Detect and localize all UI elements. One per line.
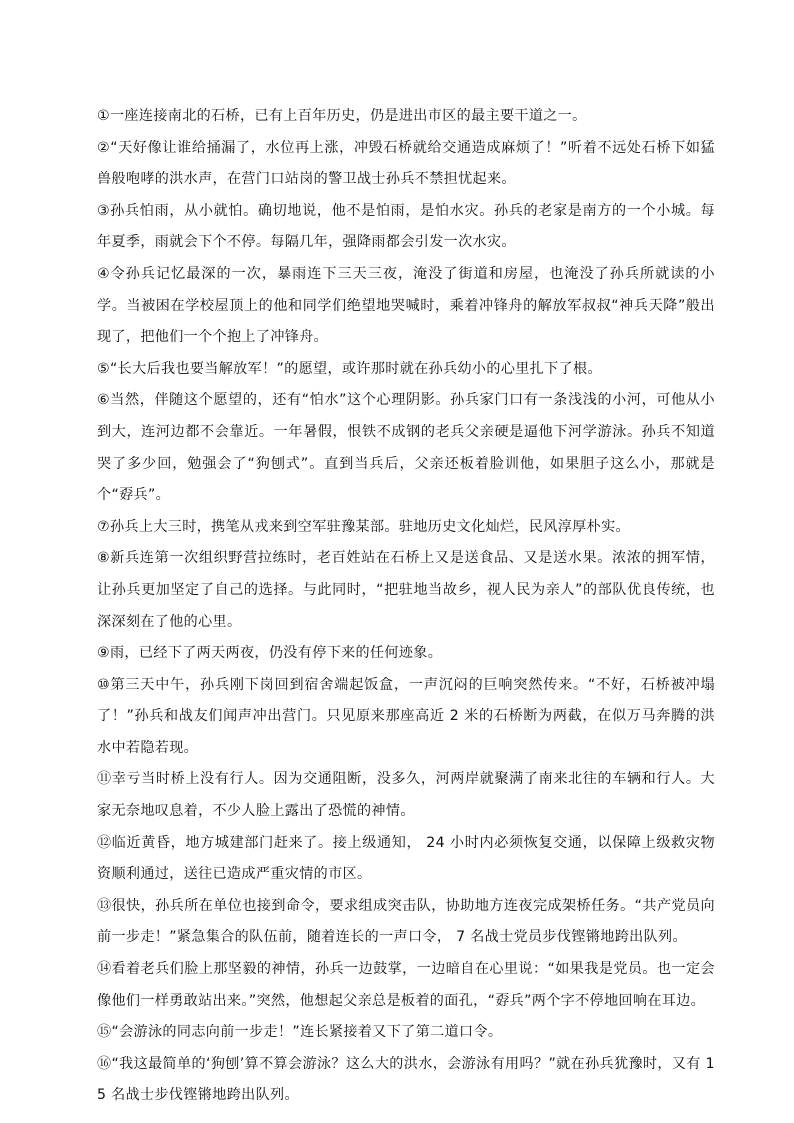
paragraph-2: ②“天好像让谁给捅漏了，水位再上涨，冲毁石桥就给交通造成麻烦了！”听着不远处石桥下如猛兽般咆哮的洪水声，在营门口站岗的警卫战士孙兵不禁担忧起来。 [97,139,715,188]
paragraph-4: ④令孙兵记忆最深的一次，暴雨连下三天三夜，淹没了街道和房屋，也淹没了孙兵所就读的小学。当被困在学校屋顶上的他和同学们绝望地哭喊时，乘着冲锋舟的解放军叔叔“神兵天降”般出现了，把他们一个个抱上了冲锋舟。 [97,265,715,346]
paragraph-7: ⑦孙兵上大三时，携笔从戎来到空军驻豫某部。驻地历史文化灿烂，民风淳厚朴实。 [97,518,630,535]
paragraph-13: ⑬很快，孙兵所在单位也接到命令，要求组成突击队，协助地方连夜完成架桥任务。“共产党员向前一步走！”紧急集合的队伍前，随着连长的一声口令， 7 名战士党员步伐铿锵地跨出队列。 [97,897,715,946]
paragraph-6: ⑥当然，伴随这个愿望的，还有“怕水”这个心理阴影。孙兵家门口有一条浅浅的小河，可他从小到大，连河边都不会靠近。一年暑假，恨铁不成钢的老兵父亲硬是逼他下河学游泳。孙兵不知道哭了多少回，勉强会了“狗刨式”。直到当兵后，父亲还板着脸训他，如果胆子这么小，那就是个“孬兵”。 [97,392,715,504]
paragraph-3: ③孙兵怕雨，从小就怕。确切地说，他不是怕雨，是怕水灾。孙兵的老家是南方的一个小城。每年夏季，雨就会下个不停。每隔几年，强降雨都会引发一次水灾。 [97,202,715,251]
paragraph-5: ⑤“长大后我也要当解放军！”的愿望，或许那时就在孙兵幼小的心里扎下了根。 [97,360,602,377]
paragraph-15: ⑮“会游泳的同志向前一步走！”连长紧接着又下了第二道口令。 [97,1024,503,1041]
paragraph-12: ⑫临近黄昏，地方城建部门赶来了。接上级通知， 24 小时内必须恢复交通，以保障上级救灾物资顺利通过，送往已造成严重灾情的市区。 [97,834,715,883]
paragraph-16: ⑯“我这最简单的‘狗刨’算不算会游泳？这么大的洪水，会游泳有用吗？”就在孙兵犹豫时，又有 15 名战士步伐铿锵地跨出队列。 [97,1055,715,1104]
paragraph-14: ⑭看着老兵们脸上那坚毅的神情，孙兵一边鼓掌，一边暗自在心里说：“如果我是党员。也一定会像他们一样勇敢站出来。”突然，他想起父亲总是板着的面孔，“孬兵”两个字不停地回响在耳边。 [97,961,715,1009]
paragraph-11: ⑪幸亏当时桥上没有行人。因为交通阻断，没多久，河两岸就聚满了南来北往的车辆和行人。大家无奈地叹息着，不少人脸上露出了恐慌的神情。 [97,771,715,820]
paragraph-8: ⑧新兵连第一次组织野营拉练时，老百姓站在石桥上又是送食品、又是送水果。浓浓的拥军情，让孙兵更加坚定了自己的选择。与此同时，“把驻地当故乡，视人民为亲人”的部队优良传统，也深深刻在了他的心里。 [97,550,715,630]
paragraph-9: ⑨雨，已经下了两天两夜，仍没有停下来的任何迹象。 [97,645,443,662]
paragraph-1: ①一座连接南北的石桥，已有上百年历史，仍是进出市区的最主要干道之一。 [97,108,587,124]
article-body [97,101,715,1112]
paragraph-10: ⑩第三天中午，孙兵刚下岗回到宿舍端起饭盒，一声沉闷的巨响突然传来。“不好，石桥被冲塌了！”孙兵和战友们闻声冲出营门。只见原来那座高近 2 米的石桥断为两截，在似万马奔腾的洪水中若隐若现。 [97,676,715,756]
